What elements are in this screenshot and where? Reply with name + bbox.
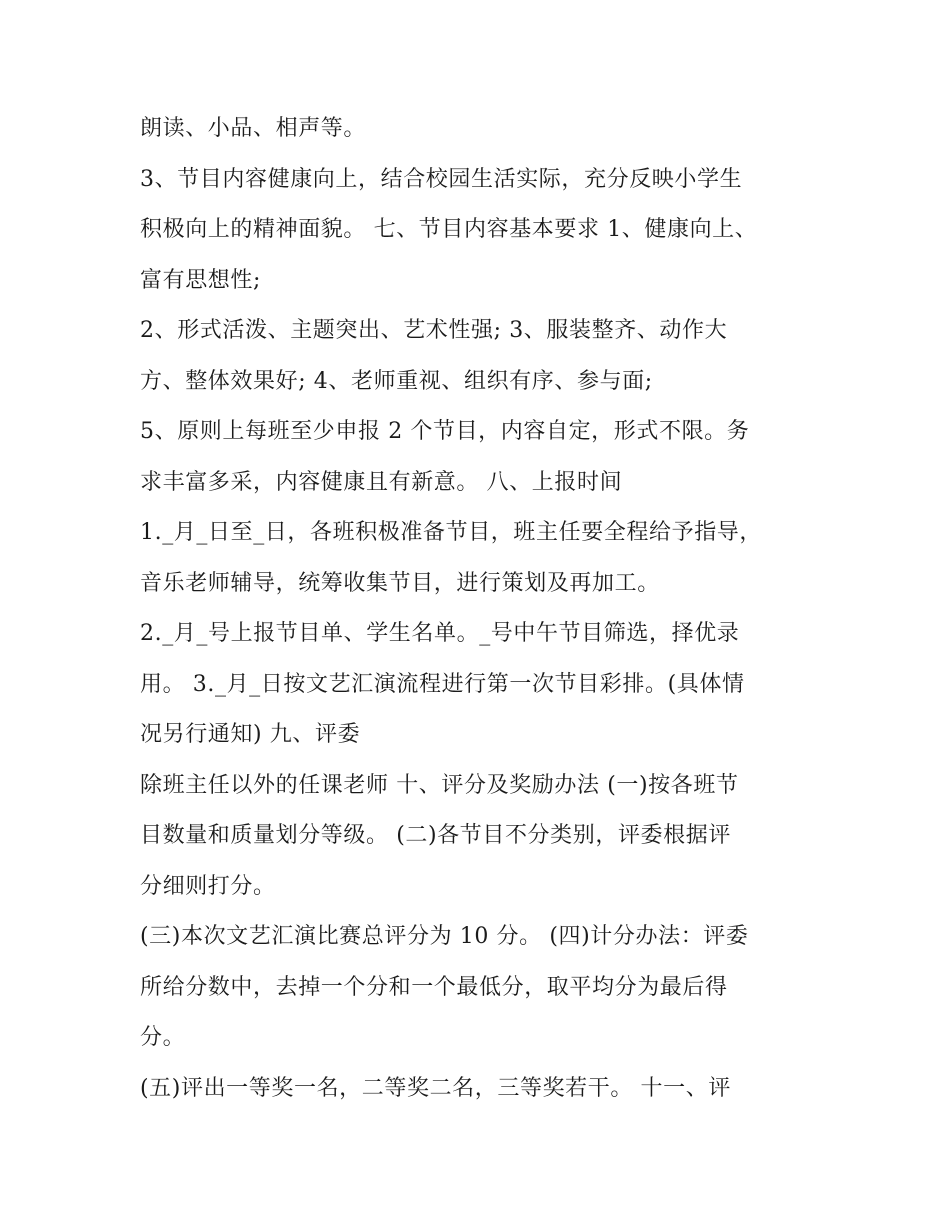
text-line: 2._月_号上报节目单、学生名单。_号中午节目筛选，择优录 — [140, 621, 740, 646]
text-line: 3、节目内容健康向上，结合校园生活实际，充分反映小学生 — [140, 166, 743, 192]
text-line: 求丰富多采，内容健康且有新意。 八、上报时间 — [140, 469, 623, 495]
text-line: 1._月_日至_日，各班积极准备节目，班主任要全程给予指导， — [140, 520, 762, 545]
document-body — [140, 104, 810, 1114]
text-line: 5、原则上每班至少申报 2 个节目，内容自定，形式不限。务 — [140, 419, 750, 444]
text-line: (五)评出一等奖一名，二等奖二名，三等奖若干。 十一、评 — [140, 1075, 731, 1101]
text-line: 用。 3._月_日按文艺汇演流程进行第一次节目彩排。(具体情 — [140, 671, 745, 697]
text-line: 除班主任以外的任课老师 十、评分及奖励办法 (一)按各班节 — [140, 772, 739, 798]
text-line: 富有思想性; — [140, 267, 262, 293]
text-line: 分细则打分。 — [140, 873, 276, 899]
text-line: 方、整体效果好; 4、老师重视、组织有序、参与面; — [140, 368, 653, 394]
text-line: 音乐老师辅导，统筹收集节目，进行策划及再加工。 — [140, 570, 660, 596]
text-line: 况另行通知) 九、评委 — [140, 722, 361, 747]
text-line: 积极向上的精神面貌。 七、节目内容基本要求 1、健康向上、 — [140, 217, 758, 242]
text-line: 分。 — [140, 1025, 186, 1050]
text-line: (三)本次文艺汇演比赛总评分为 10 分。 (四)计分办法：评委 — [140, 924, 749, 949]
text-line: 目数量和质量划分等级。 (二)各节目不分类别，评委根据评 — [140, 823, 731, 848]
text-line: 朗读、小品、相声等。 — [140, 116, 367, 141]
text-line: 2、形式活泼、主题突出、艺术性强; 3、服装整齐、动作大 — [140, 318, 728, 343]
text-line: 所给分数中，去掉一个分和一个最低分，取平均分为最后得 — [140, 974, 728, 1000]
